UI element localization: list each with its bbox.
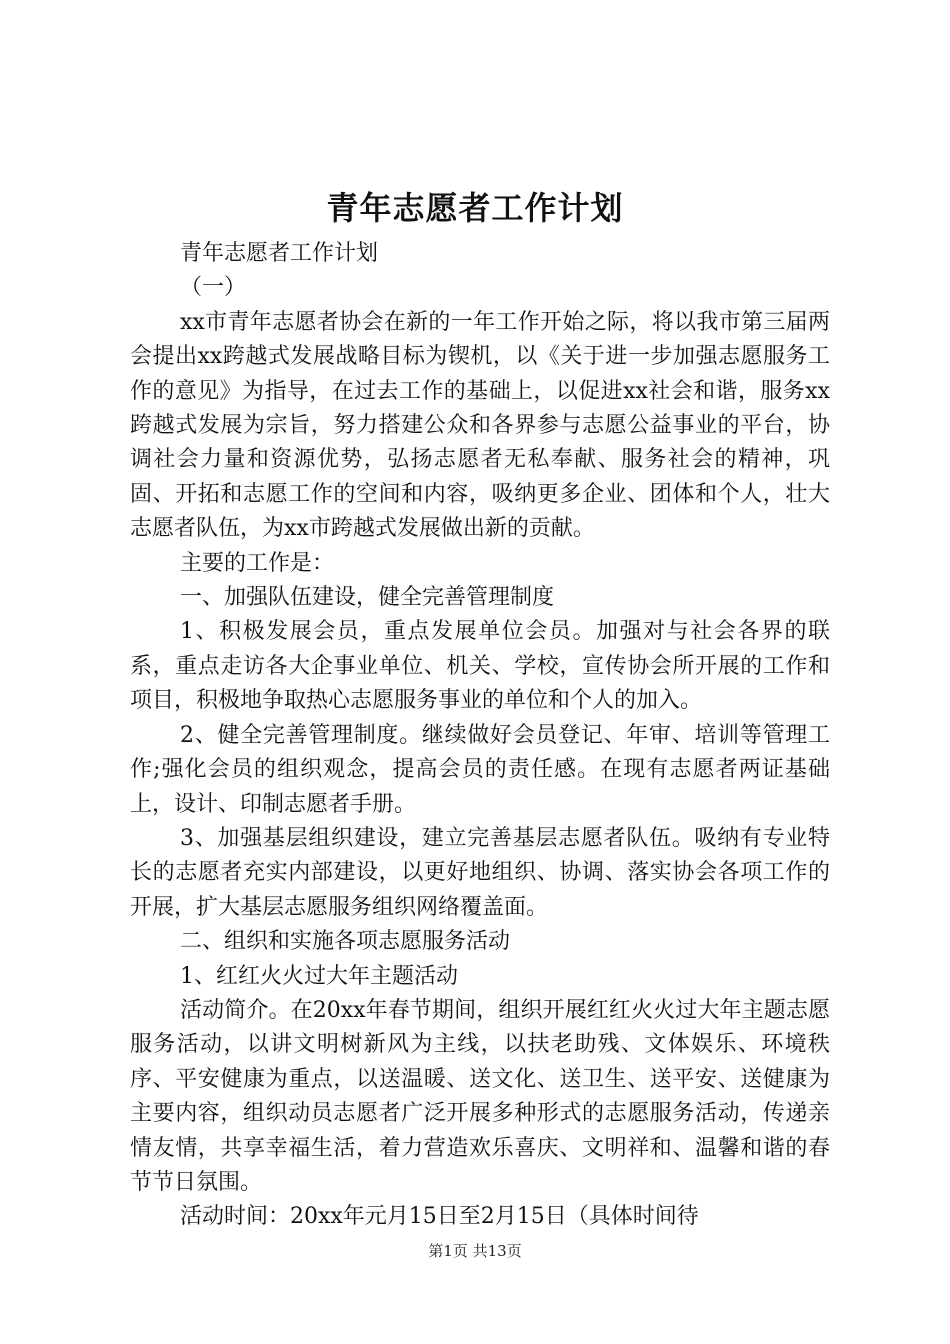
paragraph-heading: 青年志愿者工作计划 — [180, 241, 379, 266]
paragraph-activity-time: 活动时间：20xx年元月15日至2月15日（具体时间待 — [180, 1204, 699, 1230]
page-footer: 第1页 共13页 — [428, 1242, 522, 1260]
paragraph-activity-intro: 活动简介。在20xx年春节期间，组织开展红红火火过大年主题志愿服务活动，以讲文明树新风为主线，以扶老助残、文体娱乐、环境秩序、平安健康为重点，以送温暖、送文化、送卫生、送平安、送健康为主要内容，组织动员志愿者广泛开展多种形式的志愿服务活动，传递亲情友情，共享幸福生活，着力营造欢乐喜庆、文明祥和、温馨和谐的春节节日氛围。 — [130, 997, 830, 1195]
paragraph-item-3: 3、加强基层组织建设，建立完善基层志愿者队伍。吸纳有专业特长的志愿者充实内部建设，以更好地组织、协调、落实协会各项工作的开展，扩大基层志愿服务组织网络覆盖面。 — [130, 825, 830, 920]
paragraph-item-1: 1、积极发展会员，重点发展单位会员。加强对与社会各界的联系，重点走访各大企事业单位、机关、学校，宣传协会所开展的工作和项目，积极地争取热心志愿服务事业的单位和个人的加入。 — [130, 619, 830, 714]
paragraph-section-two-heading: 二、组织和实施各项志愿服务活动 — [180, 929, 511, 955]
document-body — [130, 237, 830, 1235]
paragraph-item-2: 2、健全完善管理制度。继续做好会员登记、年审、培训等管理工作;强化会员的组织观念，提高会员的责任感。在现有志愿者两证基础上，设计、印制志愿者手册。 — [130, 722, 830, 817]
paragraph-section-one-heading: 一、加强队伍建设，健全完善管理制度 — [180, 585, 555, 611]
document-title: 青年志愿者工作计划 — [326, 189, 624, 227]
paragraph-activity-heading: 1、红红火火过大年主题活动 — [180, 963, 458, 989]
paragraph-intro: xx市青年志愿者协会在新的一年工作开始之际，将以我市第三届两会提出xx跨越式发展战略目标为锲机，以《关于进一步加强志愿服务工作的意见》为指导，在过去工作的基础上，以促进xx社会和谐，服务xx跨越式发展为宗旨，努力搭建公众和各界参与志愿公益事业的平台，协调社会力量和资源优势，弘扬志愿者无私奉献、服务社会的精神，巩固、开拓和志愿工作的空间和内容，吸纳更多企业、团体和个人，壮大志愿者队伍，为xx市跨越式发展做出新的贡献。 — [130, 309, 830, 542]
paragraph-section-number: （一） — [180, 275, 247, 301]
paragraph-main-work: 主要的工作是： — [180, 550, 335, 576]
